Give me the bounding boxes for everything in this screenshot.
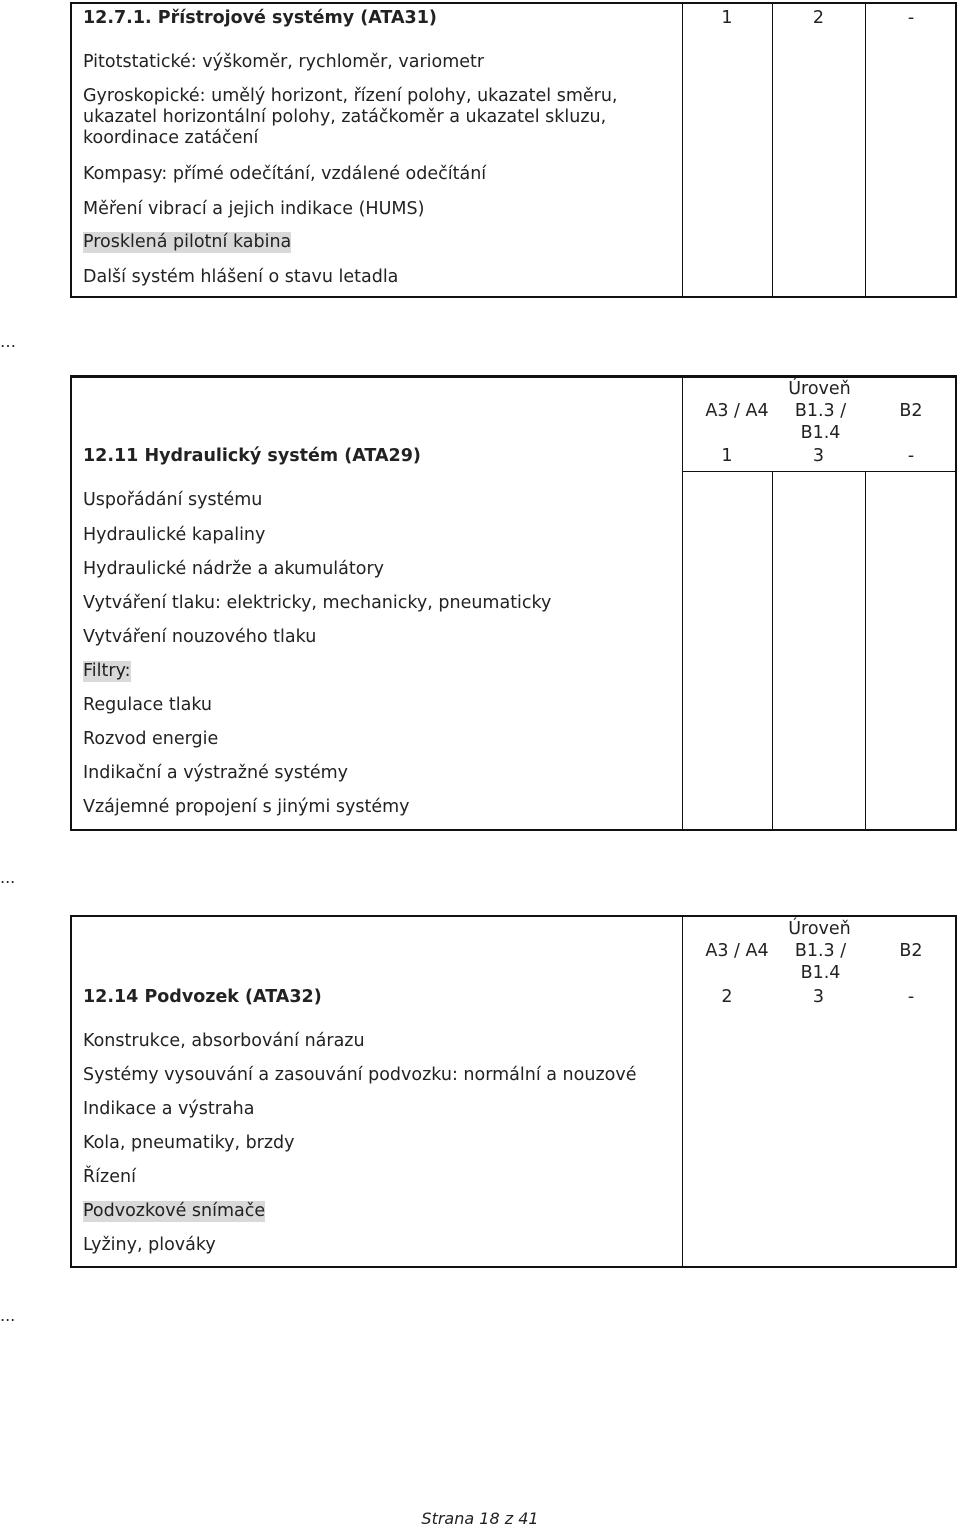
- table-section-12-11: [70, 375, 957, 831]
- level-header: Úroveň: [788, 919, 851, 939]
- header-top-line: [72, 377, 955, 378]
- column-divider: [772, 471, 773, 829]
- list-item: Kola, pneumatiky, brzdy: [83, 1133, 295, 1153]
- row-divider: [682, 471, 955, 472]
- column-header-b1: B1.3 /: [794, 941, 847, 961]
- list-item: Indikační a výstražné systémy: [83, 763, 349, 783]
- level-a: 1: [721, 446, 733, 466]
- table-section-12-7-1: [70, 2, 957, 298]
- column-divider: [682, 377, 683, 829]
- list-item: Konstrukce, absorbování nárazu: [83, 1031, 365, 1051]
- list-item: Systémy vysouvání a zasouvání podvozku: normální a nouzové: [83, 1065, 637, 1085]
- section-title: 12.14 Podvozek (ATA32): [83, 987, 322, 1007]
- list-item: Měření vibrací a jejich indikace (HUMS): [83, 199, 425, 219]
- column-divider: [682, 917, 683, 1266]
- page-footer: Strana 18 z 41: [421, 1509, 539, 1528]
- list-item: Rozvod energie: [83, 729, 219, 749]
- column-divider: [772, 4, 773, 296]
- list-item-highlighted: Podvozkové snímače: [83, 1201, 266, 1221]
- list-item: Pitotstatické: výškoměr, rychloměr, variometr: [83, 52, 485, 72]
- list-item: Gyroskopické: umělý horizont, řízení polohy, ukazatel směru,: [83, 86, 618, 106]
- column-divider: [865, 471, 866, 829]
- list-item: Uspořádání systému: [83, 490, 263, 510]
- level-b2: -: [907, 8, 915, 28]
- list-item: Indikace a výstraha: [83, 1099, 255, 1119]
- level-a: 2: [721, 987, 733, 1007]
- column-header-b2: B2: [899, 941, 923, 961]
- column-header-a: A3 / A4: [705, 401, 769, 421]
- list-item-highlighted: Prosklená pilotní kabina: [83, 232, 292, 252]
- list-item: ukazatel horizontální polohy, zatáčkoměr a ukazatel skluzu,: [83, 107, 607, 127]
- ellipsis-separator: ...: [0, 1306, 16, 1325]
- column-header-b1: B1.3 /: [794, 401, 847, 421]
- level-header: Úroveň: [788, 379, 851, 399]
- level-b1: 3: [812, 987, 825, 1007]
- list-item: Lyžiny, plováky: [83, 1235, 216, 1255]
- list-item: Hydraulické kapaliny: [83, 525, 266, 545]
- section-title: 12.7.1. Přístrojové systémy (ATA31): [83, 8, 437, 28]
- list-item: koordinace zatáčení: [83, 128, 259, 148]
- list-item: Kompasy: přímé odečítání, vzdálené odečítání: [83, 164, 487, 184]
- list-item: Regulace tlaku: [83, 695, 213, 715]
- list-item: Další systém hlášení o stavu letadla: [83, 267, 399, 287]
- column-divider: [682, 4, 683, 296]
- column-header-a: A3 / A4: [705, 941, 769, 961]
- table-section-12-14: [70, 915, 957, 1268]
- column-divider: [865, 4, 866, 296]
- level-b2: -: [907, 446, 915, 466]
- list-item: Vzájemné propojení s jinými systémy: [83, 797, 410, 817]
- section-title: 12.11 Hydraulický systém (ATA29): [83, 446, 421, 466]
- ellipsis-separator: …: [0, 332, 16, 351]
- level-b2: -: [907, 987, 915, 1007]
- list-item: Hydraulické nádrže a akumulátory: [83, 559, 384, 579]
- list-item: Vytváření tlaku: elektricky, mechanicky, pneumaticky: [83, 593, 552, 613]
- list-item: Řízení: [83, 1167, 136, 1187]
- column-header-b1: B1.4: [800, 963, 841, 983]
- level-b1: 3: [812, 446, 825, 466]
- list-item: Vytváření nouzového tlaku: [83, 627, 317, 647]
- level-b1: 2: [812, 8, 825, 28]
- column-header-b2: B2: [899, 401, 923, 421]
- list-item-highlighted: Filtry:: [83, 661, 131, 681]
- ellipsis-separator: ...: [0, 868, 16, 887]
- level-a: 1: [721, 8, 733, 28]
- column-header-b1: B1.4: [800, 423, 841, 443]
